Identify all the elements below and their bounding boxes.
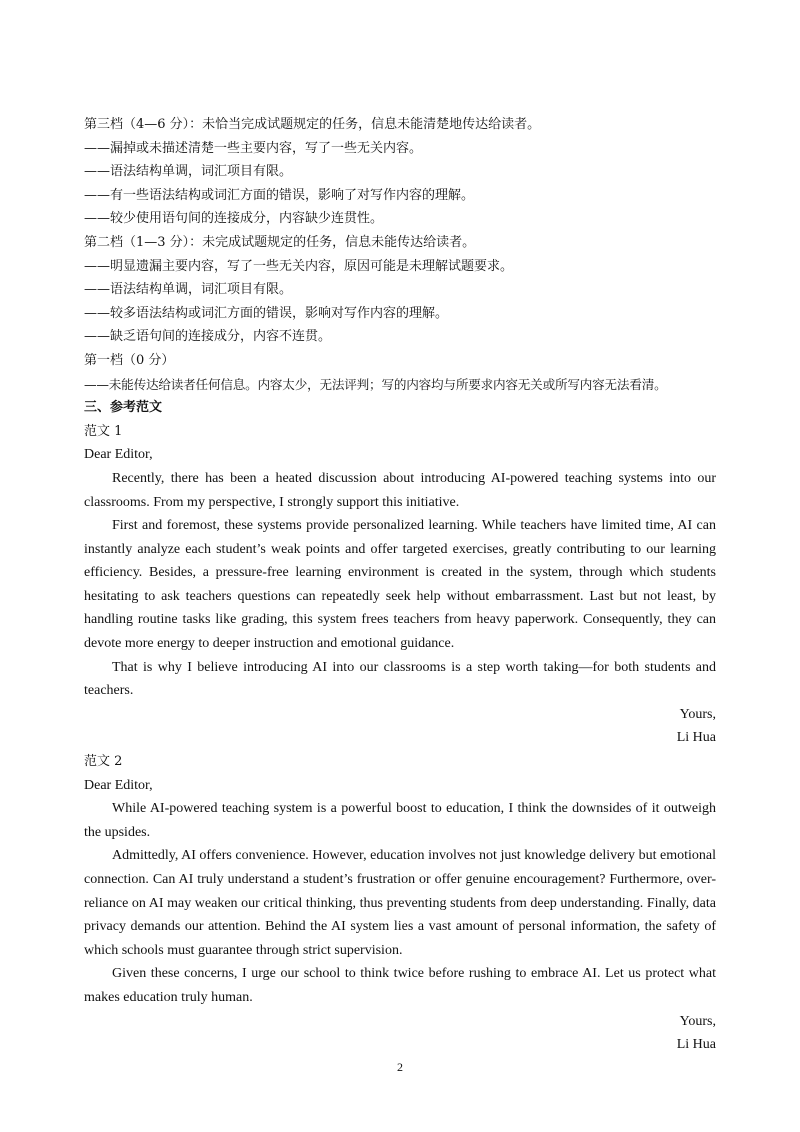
sample1-paragraph: First and foremost, these systems provide personalized learning. While teachers have limited time, AI can instantly analyze each student’s weak points and offer targeted exercises, greatly contributing to our learning efficiency. Besides, a pressure-free learning environment is created in the system, through which students hesitating to ask teachers questions can repeatedly seek help without embarrassment. Last but not least, by handling routine tasks like grading, this system frees teachers from heavy paperwork. Consequently, they can devote more energy to deeper instruction and emotional guidance.	[84, 518, 716, 652]
sample1-paragraph: Recently, there has been a heated discussion about introducing AI-powered teaching systems into our classrooms. From my perspective, I strongly support this initiative.	[84, 470, 716, 510]
sample2-paragraph: Admittedly, AI offers convenience. However, education involves not just knowledge delivery but emotional connection. Can AI truly understand a student’s frustration or offer genuine encouragement? Furthermore, over-reliance on AI may weaken our critical thinking, thus preventing students from deep understanding. Finally, data privacy demands our attention. Behind the AI system lies a vast amount of personal information, the safety of which schools must guarantee through strict supervision.	[84, 848, 716, 958]
sample2-label: 范文 2	[84, 754, 123, 770]
sample2-paragraph: Given these concerns, I urge our school to think twice before rushing to embrace AI. Let us protect what makes education truly human.	[84, 966, 716, 1005]
tier2-item: ——较多语法结构或词汇方面的错误，影响对写作内容的理解。	[84, 305, 449, 321]
tier3-title: 第三档（4—6 分）：未恰当完成试题规定的任务，信息未能清楚地传达给读者。	[84, 117, 541, 132]
sample1-salutation: Dear Editor,	[84, 447, 153, 463]
tier3-item: ——漏掉或未描述清楚一些主要内容，写了一些无关内容。	[84, 140, 423, 156]
sample2-paragraph: While AI-powered teaching system is a powerful boost to education, I think the downsides of it outweigh the upsides.	[84, 801, 716, 840]
sample1-label: 范文 1	[84, 423, 123, 439]
sample1-signature: Li Hua	[676, 730, 716, 746]
tier3-item: ——语法结构单调，词汇项目有限。	[84, 164, 293, 180]
tier3-item: ——有一些语法结构或词汇方面的错误，影响了对写作内容的理解。	[84, 187, 475, 203]
page-number: 2	[397, 1060, 403, 1074]
page-content	[84, 113, 716, 1057]
sample2-salutation: Dear Editor,	[84, 777, 153, 793]
tier2-item: ——语法结构单调，词汇项目有限。	[84, 282, 293, 298]
sample1-closing: Yours,	[679, 706, 716, 722]
tier2-item: ——缺乏语句间的连接成分，内容不连贯。	[84, 329, 332, 345]
tier3-item: ——较少使用语句间的连接成分，内容缺少连贯性。	[84, 211, 384, 227]
tier2-title: 第二档（1—3 分）：未完成试题规定的任务，信息未能传达给读者。	[84, 234, 476, 250]
sample1-paragraph: That is why I believe introducing AI into our classrooms is a step worth taking—for both students and teachers.	[84, 659, 716, 699]
sample2-closing: Yours,	[679, 1013, 716, 1029]
tier1-title: 第一档（0 分）	[84, 352, 175, 368]
sample2-signature: Li Hua	[676, 1037, 716, 1053]
tier1-item: ——未能传达给读者任何信息。内容太少，无法评判；写的内容均与所要求内容无关或所写内容无法看清。	[84, 376, 667, 392]
section-heading: 三、参考范文	[84, 400, 163, 416]
tier2-item: ——明显遗漏主要内容，写了一些无关内容，原因可能是未理解试题要求。	[84, 258, 514, 274]
